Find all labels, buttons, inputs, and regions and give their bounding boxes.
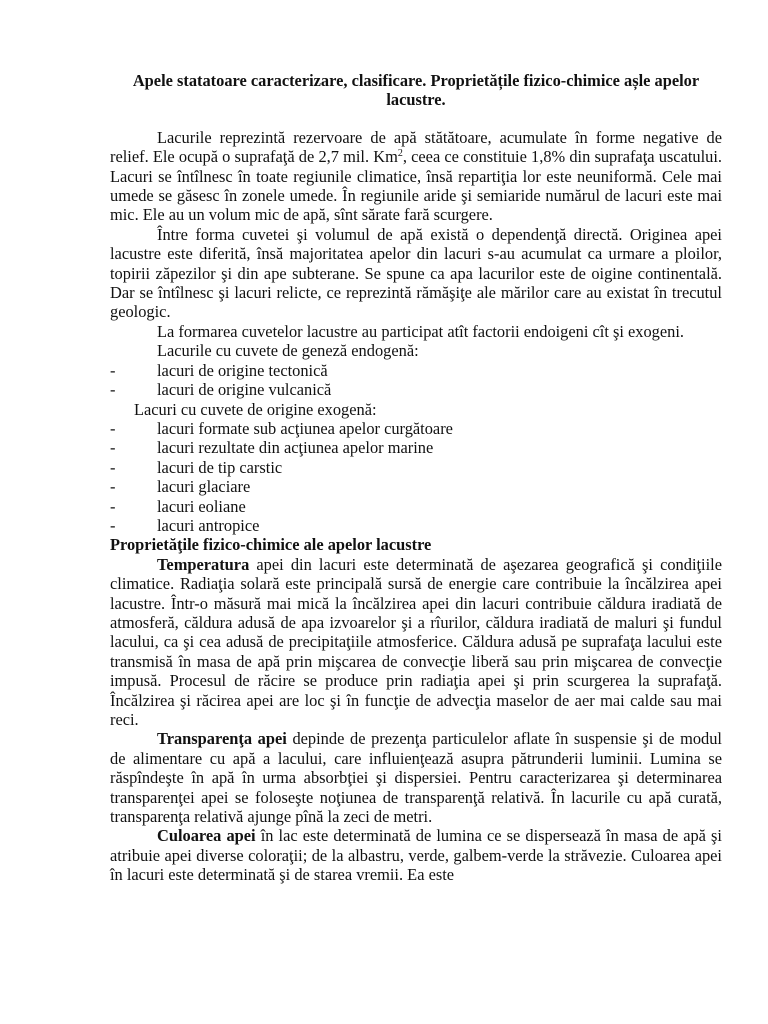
color-paragraph bbox=[110, 826, 722, 884]
dash-bullet: - bbox=[110, 360, 116, 380]
transparency-paragraph bbox=[110, 729, 722, 826]
transparency-term: Transparenţa apei bbox=[157, 729, 287, 749]
exogenous-heading: Lacuri cu cuvete de origine exogenă: bbox=[134, 399, 377, 419]
list-item: - lacuri eoliane bbox=[110, 496, 246, 516]
temperature-term: Temperatura bbox=[157, 554, 250, 574]
dash-bullet: - bbox=[110, 457, 116, 477]
list-item: - lacuri de origine tectonică bbox=[110, 360, 328, 380]
list-item: - lacuri formate sub acţiunea apelor curgătoare bbox=[110, 418, 453, 438]
dash-bullet: - bbox=[110, 477, 116, 497]
intro-paragraph-3: La formarea cuvetelor lacustre au participat atît factorii endoigeni cît şi exogeni. bbox=[157, 321, 684, 341]
dash-bullet: - bbox=[110, 438, 116, 458]
list-item: - lacuri glaciare bbox=[110, 477, 251, 497]
intro-paragraph-2: Între forma cuvetei şi volumul de apă există o dependenţă directă. Originea apei lacustre este diferită, însă majoritatea apelor din lacuri s-au acumulat ca urmare a ploilor, topirii zăpezilor şi din ape subterane. Se spune ca apa lacurilor este de oigine continentală. Dar se întîlnesc şi lacuri relicte, ce reprezintă rămăşiţe ale mărilor care au existat în trecutul geologic. bbox=[110, 224, 722, 322]
properties-heading: Proprietăţile fizico-chimice ale apelor lacustre bbox=[110, 535, 432, 555]
dash-bullet: - bbox=[110, 515, 116, 535]
list-item: - lacuri antropice bbox=[110, 515, 260, 535]
intro-paragraph-1 bbox=[110, 128, 722, 225]
temperature-paragraph bbox=[110, 555, 722, 730]
list-item: - lacuri rezultate din acţiunea apelor marine bbox=[110, 438, 434, 458]
document-title: Apele statatoare caracterizare, clasificare. Proprietățile fizico-chimice așle apelor lacustre. bbox=[132, 71, 700, 110]
exogenous-list bbox=[110, 419, 722, 535]
endogenous-heading: Lacurile cu cuvete de geneză endogenă: bbox=[157, 341, 419, 361]
color-text: în lac este determinată de lumina ce se dispersează în masa de apă şi atribuie apei diverse coloraţii; de la albastru, verde, galbem-verde la străvezie. Culoarea apei în lacuri este determinată şi de starea vremii. Ea este bbox=[110, 826, 722, 885]
document-page bbox=[110, 71, 722, 885]
temperature-text: apei din lacuri este determinată de aşezarea geografică şi condiţiile climatice. Radiaţia solară este principală sursă de energie care contribuie la încălzirea apei lacustre. Într-o măsură mai mică la încălzirea apei din lacuri contribuie căldura iradiată de atmosferă, căldura adusă de apa izvoarelor şi a rîurilor, căldura iradiată de maluri şi fundul lacului, ca şi cea adusă de precipitaţiile atmosferice. Căldura adusă pe suprafaţa lacului este transmisă în masa de apă prin mişcarea de convecţie liberă sau prin mişcarea de convecţie impusă. Procesul de răcire se produce prin radiaţia apei şi prin scurgerea la suprafaţă. Încălzirea şi răcirea apei are loc şi în funcţie de advecţia maselor de aer mai calde sau mai reci. bbox=[110, 554, 722, 729]
intro-text-1a: Lacurile reprezintă rezervoare de apă stătătoare, acumulate în forme negative de relief. Ele ocupă o suprafaţă de 2,7 mil. Km bbox=[110, 127, 722, 167]
color-term: Culoarea apei bbox=[157, 826, 256, 846]
dash-bullet: - bbox=[110, 418, 116, 438]
list-item: - lacuri de origine vulcanică bbox=[110, 380, 332, 400]
dash-bullet: - bbox=[110, 380, 116, 400]
intro-text-1b: , ceea ce constituie 1,8% din suprafaţa uscatului. Lacuri se întîlnesc în toate regiunile climatice, însă repartiţia lor este neuniformă. Cele mai umede se găsesc în zonele umede. În regiunile aride şi semiaride numărul de lacuri este mai mic. Ele au un volum mic de apă, sînt sărate fară scurgere. bbox=[110, 147, 722, 225]
list-item: - lacuri de tip carstic bbox=[110, 457, 283, 477]
superscript-2: 2 bbox=[397, 148, 403, 160]
endogenous-list bbox=[110, 361, 722, 400]
dash-bullet: - bbox=[110, 496, 116, 516]
transparency-text: depinde de prezenţa particulelor aflate în suspensie şi de modul de alimentare cu apă a lacului, care influienţează asupra pătrunderii luminii. Lumina se răspîndeşte în apă în urma absorbţiei şi dispersiei. Pentru caracterizarea şi determinarea transparenţei apei se foloseşte noţiunea de transparenţă relativă. În lacurile cu apă curată, transparenţa relativă ajunge pînă la zeci de metri. bbox=[110, 729, 722, 827]
